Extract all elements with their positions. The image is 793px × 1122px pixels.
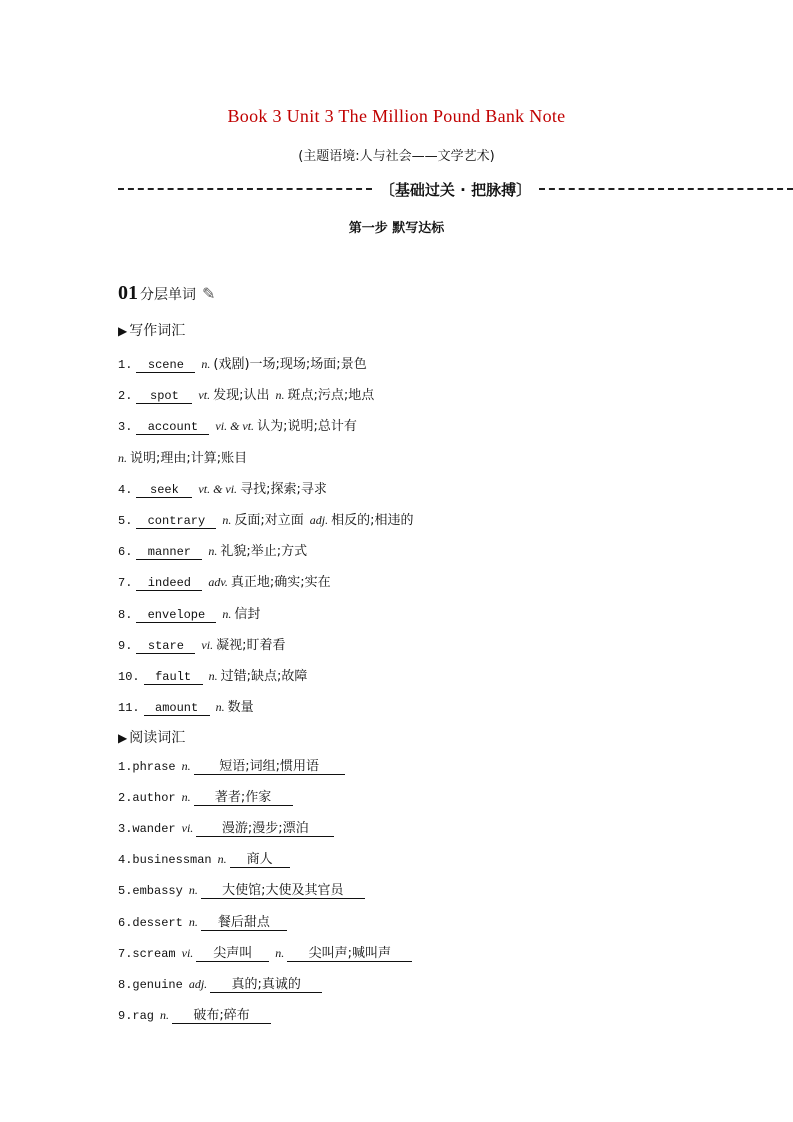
part-of-speech: n. bbox=[208, 669, 218, 683]
part-of-speech: vi. bbox=[181, 821, 194, 836]
section-number: 01 bbox=[118, 282, 138, 304]
answer-blank: 漫游;漫步;漂泊 bbox=[196, 821, 334, 837]
item-number: 3. bbox=[118, 822, 133, 837]
answer-blank: spot bbox=[136, 389, 192, 404]
answer-blank: 短语;词组;惯用语 bbox=[194, 759, 345, 775]
banner-label: 〔基础过关 · 把脉搏〕 bbox=[379, 180, 532, 199]
answer-blank: envelope bbox=[136, 608, 216, 623]
vocab-line bbox=[118, 603, 260, 623]
item-number: 4. bbox=[118, 482, 133, 497]
item-number: 2. bbox=[118, 791, 133, 806]
vocab-line bbox=[118, 977, 322, 993]
item-number: 8. bbox=[118, 607, 133, 622]
part-of-speech: vi. bbox=[201, 637, 214, 652]
page-title: Book 3 Unit 3 The Million Pound Bank Note bbox=[227, 106, 566, 126]
definition: 信封 bbox=[234, 606, 261, 622]
part-of-speech: n. bbox=[215, 700, 225, 715]
item-number: 2. bbox=[118, 389, 133, 404]
vocab-line bbox=[118, 353, 367, 373]
part-of-speech: n. bbox=[275, 388, 285, 403]
answer-blank: account bbox=[136, 420, 209, 435]
part-of-speech: n. bbox=[181, 759, 191, 773]
part-of-speech: n. bbox=[181, 790, 191, 805]
section-banner bbox=[118, 178, 793, 200]
part-of-speech: vt. & vi. bbox=[198, 481, 238, 496]
item-number: 5. bbox=[118, 514, 133, 528]
vocab-line bbox=[118, 1008, 271, 1024]
item-number: 1. bbox=[118, 358, 133, 372]
answer-blank: contrary bbox=[136, 514, 216, 529]
answer-blank: 破布;碎布 bbox=[172, 1008, 271, 1024]
answer-blank: indeed bbox=[136, 576, 202, 591]
vocab-word: author bbox=[132, 791, 176, 806]
item-number: 7. bbox=[118, 576, 133, 591]
part-of-speech: adj. bbox=[188, 976, 208, 991]
answer-blank: manner bbox=[136, 545, 202, 560]
definition: 真正地;确实;实在 bbox=[230, 575, 331, 591]
answer-blank: 尖叫声;喊叫声 bbox=[287, 946, 412, 962]
vocab-line bbox=[118, 447, 247, 466]
vocab-word: scream bbox=[132, 946, 176, 961]
section-title: 分层单词 bbox=[140, 287, 196, 303]
part-of-speech: adj. bbox=[309, 513, 329, 527]
part-of-speech: n. bbox=[160, 1007, 170, 1022]
answer-blank: amount bbox=[144, 701, 210, 716]
vocab-line bbox=[118, 478, 327, 498]
pencil-notepad-icon: ✎ bbox=[202, 284, 216, 303]
definition: 礼貌;举止;方式 bbox=[220, 544, 308, 560]
part-of-speech: vi. & vt. bbox=[215, 419, 255, 434]
answer-blank: scene bbox=[136, 358, 195, 373]
answer-blank: stare bbox=[136, 639, 195, 654]
part-of-speech: vi. bbox=[181, 945, 194, 960]
part-of-speech: n. bbox=[222, 513, 232, 527]
part-of-speech: n. bbox=[208, 544, 218, 559]
part-of-speech: n. bbox=[222, 606, 232, 621]
vocab-line bbox=[118, 415, 357, 435]
item-number: 3. bbox=[118, 420, 133, 435]
item-number: 10. bbox=[118, 670, 140, 684]
vocab-line bbox=[118, 696, 254, 716]
vocab-line bbox=[118, 384, 374, 404]
vocab-word: wander bbox=[132, 822, 176, 837]
vocab-word: dessert bbox=[132, 915, 183, 930]
part-of-speech: vt. bbox=[198, 388, 211, 403]
vocab-line bbox=[118, 852, 290, 868]
vocab-line bbox=[118, 915, 287, 931]
banner-dash-right bbox=[539, 188, 793, 190]
answer-blank: 商人 bbox=[230, 852, 290, 868]
item-number: 5. bbox=[118, 884, 133, 899]
vocab-line bbox=[118, 571, 331, 591]
item-number: 8. bbox=[118, 977, 133, 992]
vocab-line bbox=[118, 665, 307, 685]
reading-heading bbox=[118, 727, 185, 747]
writing-heading bbox=[118, 320, 185, 340]
answer-blank: seek bbox=[136, 483, 192, 498]
part-of-speech: n. bbox=[217, 852, 227, 867]
part-of-speech: n. bbox=[118, 450, 127, 465]
section-heading bbox=[118, 282, 215, 305]
vocab-word: rag bbox=[132, 1008, 155, 1023]
definition: 相反的;相违的 bbox=[331, 513, 414, 528]
vocab-line bbox=[118, 946, 412, 962]
item-number: 1. bbox=[118, 760, 133, 774]
definition: 寻找;探索;寻求 bbox=[240, 481, 327, 497]
part-of-speech: n. bbox=[188, 883, 198, 898]
item-number: 6. bbox=[118, 545, 133, 560]
vocab-line bbox=[118, 509, 414, 529]
triangle-icon: ▶ bbox=[118, 324, 128, 338]
page-subtitle: (主题语境:人与社会——文学艺术) bbox=[298, 149, 495, 164]
item-number: 4. bbox=[118, 853, 133, 868]
banner-dash-left bbox=[118, 188, 372, 190]
vocab-line bbox=[118, 759, 345, 775]
definition: (戏剧)一场;现场;场面;景色 bbox=[213, 357, 367, 372]
vocab-line bbox=[118, 821, 334, 837]
reading-heading-label: 阅读词汇 bbox=[129, 730, 186, 746]
triangle-icon: ▶ bbox=[118, 731, 128, 745]
answer-blank: fault bbox=[144, 670, 203, 685]
answer-blank: 尖声叫 bbox=[196, 946, 269, 962]
definition: 过错;缺点;故障 bbox=[220, 669, 308, 684]
item-number: 9. bbox=[118, 638, 133, 653]
vocab-word: businessman bbox=[132, 853, 212, 868]
vocab-line bbox=[118, 540, 307, 560]
part-of-speech: n. bbox=[275, 945, 285, 960]
part-of-speech: adv. bbox=[208, 575, 228, 590]
item-number: 7. bbox=[118, 946, 133, 961]
definition: 认为;说明;总计有 bbox=[257, 419, 357, 435]
definition: 数量 bbox=[227, 700, 254, 716]
part-of-speech: n. bbox=[201, 357, 211, 371]
answer-blank: 餐后甜点 bbox=[201, 915, 287, 931]
answer-blank: 大使馆;大使及其官员 bbox=[201, 883, 365, 899]
item-number: 9. bbox=[118, 1008, 133, 1023]
definition: 凝视;盯着看 bbox=[216, 637, 286, 653]
item-number: 6. bbox=[118, 915, 133, 930]
part-of-speech: n. bbox=[188, 914, 198, 929]
writing-heading-label: 写作词汇 bbox=[129, 323, 186, 339]
vocab-line bbox=[118, 790, 293, 806]
item-number: 11. bbox=[118, 701, 140, 716]
vocab-line bbox=[118, 883, 365, 899]
vocab-word: phrase bbox=[132, 760, 176, 774]
vocab-word: embassy bbox=[132, 884, 183, 899]
step-heading: 第一步 默写达标 bbox=[348, 221, 445, 236]
definition: 说明;理由;计算;账目 bbox=[130, 450, 248, 466]
definition: 反面;对立面 bbox=[234, 513, 304, 528]
vocab-word: genuine bbox=[132, 977, 183, 992]
definition: 发现;认出 bbox=[213, 388, 270, 404]
answer-blank: 著者;作家 bbox=[194, 790, 293, 806]
answer-blank: 真的;真诚的 bbox=[210, 977, 322, 993]
vocab-line bbox=[118, 634, 285, 654]
definition: 斑点;污点;地点 bbox=[287, 388, 375, 404]
